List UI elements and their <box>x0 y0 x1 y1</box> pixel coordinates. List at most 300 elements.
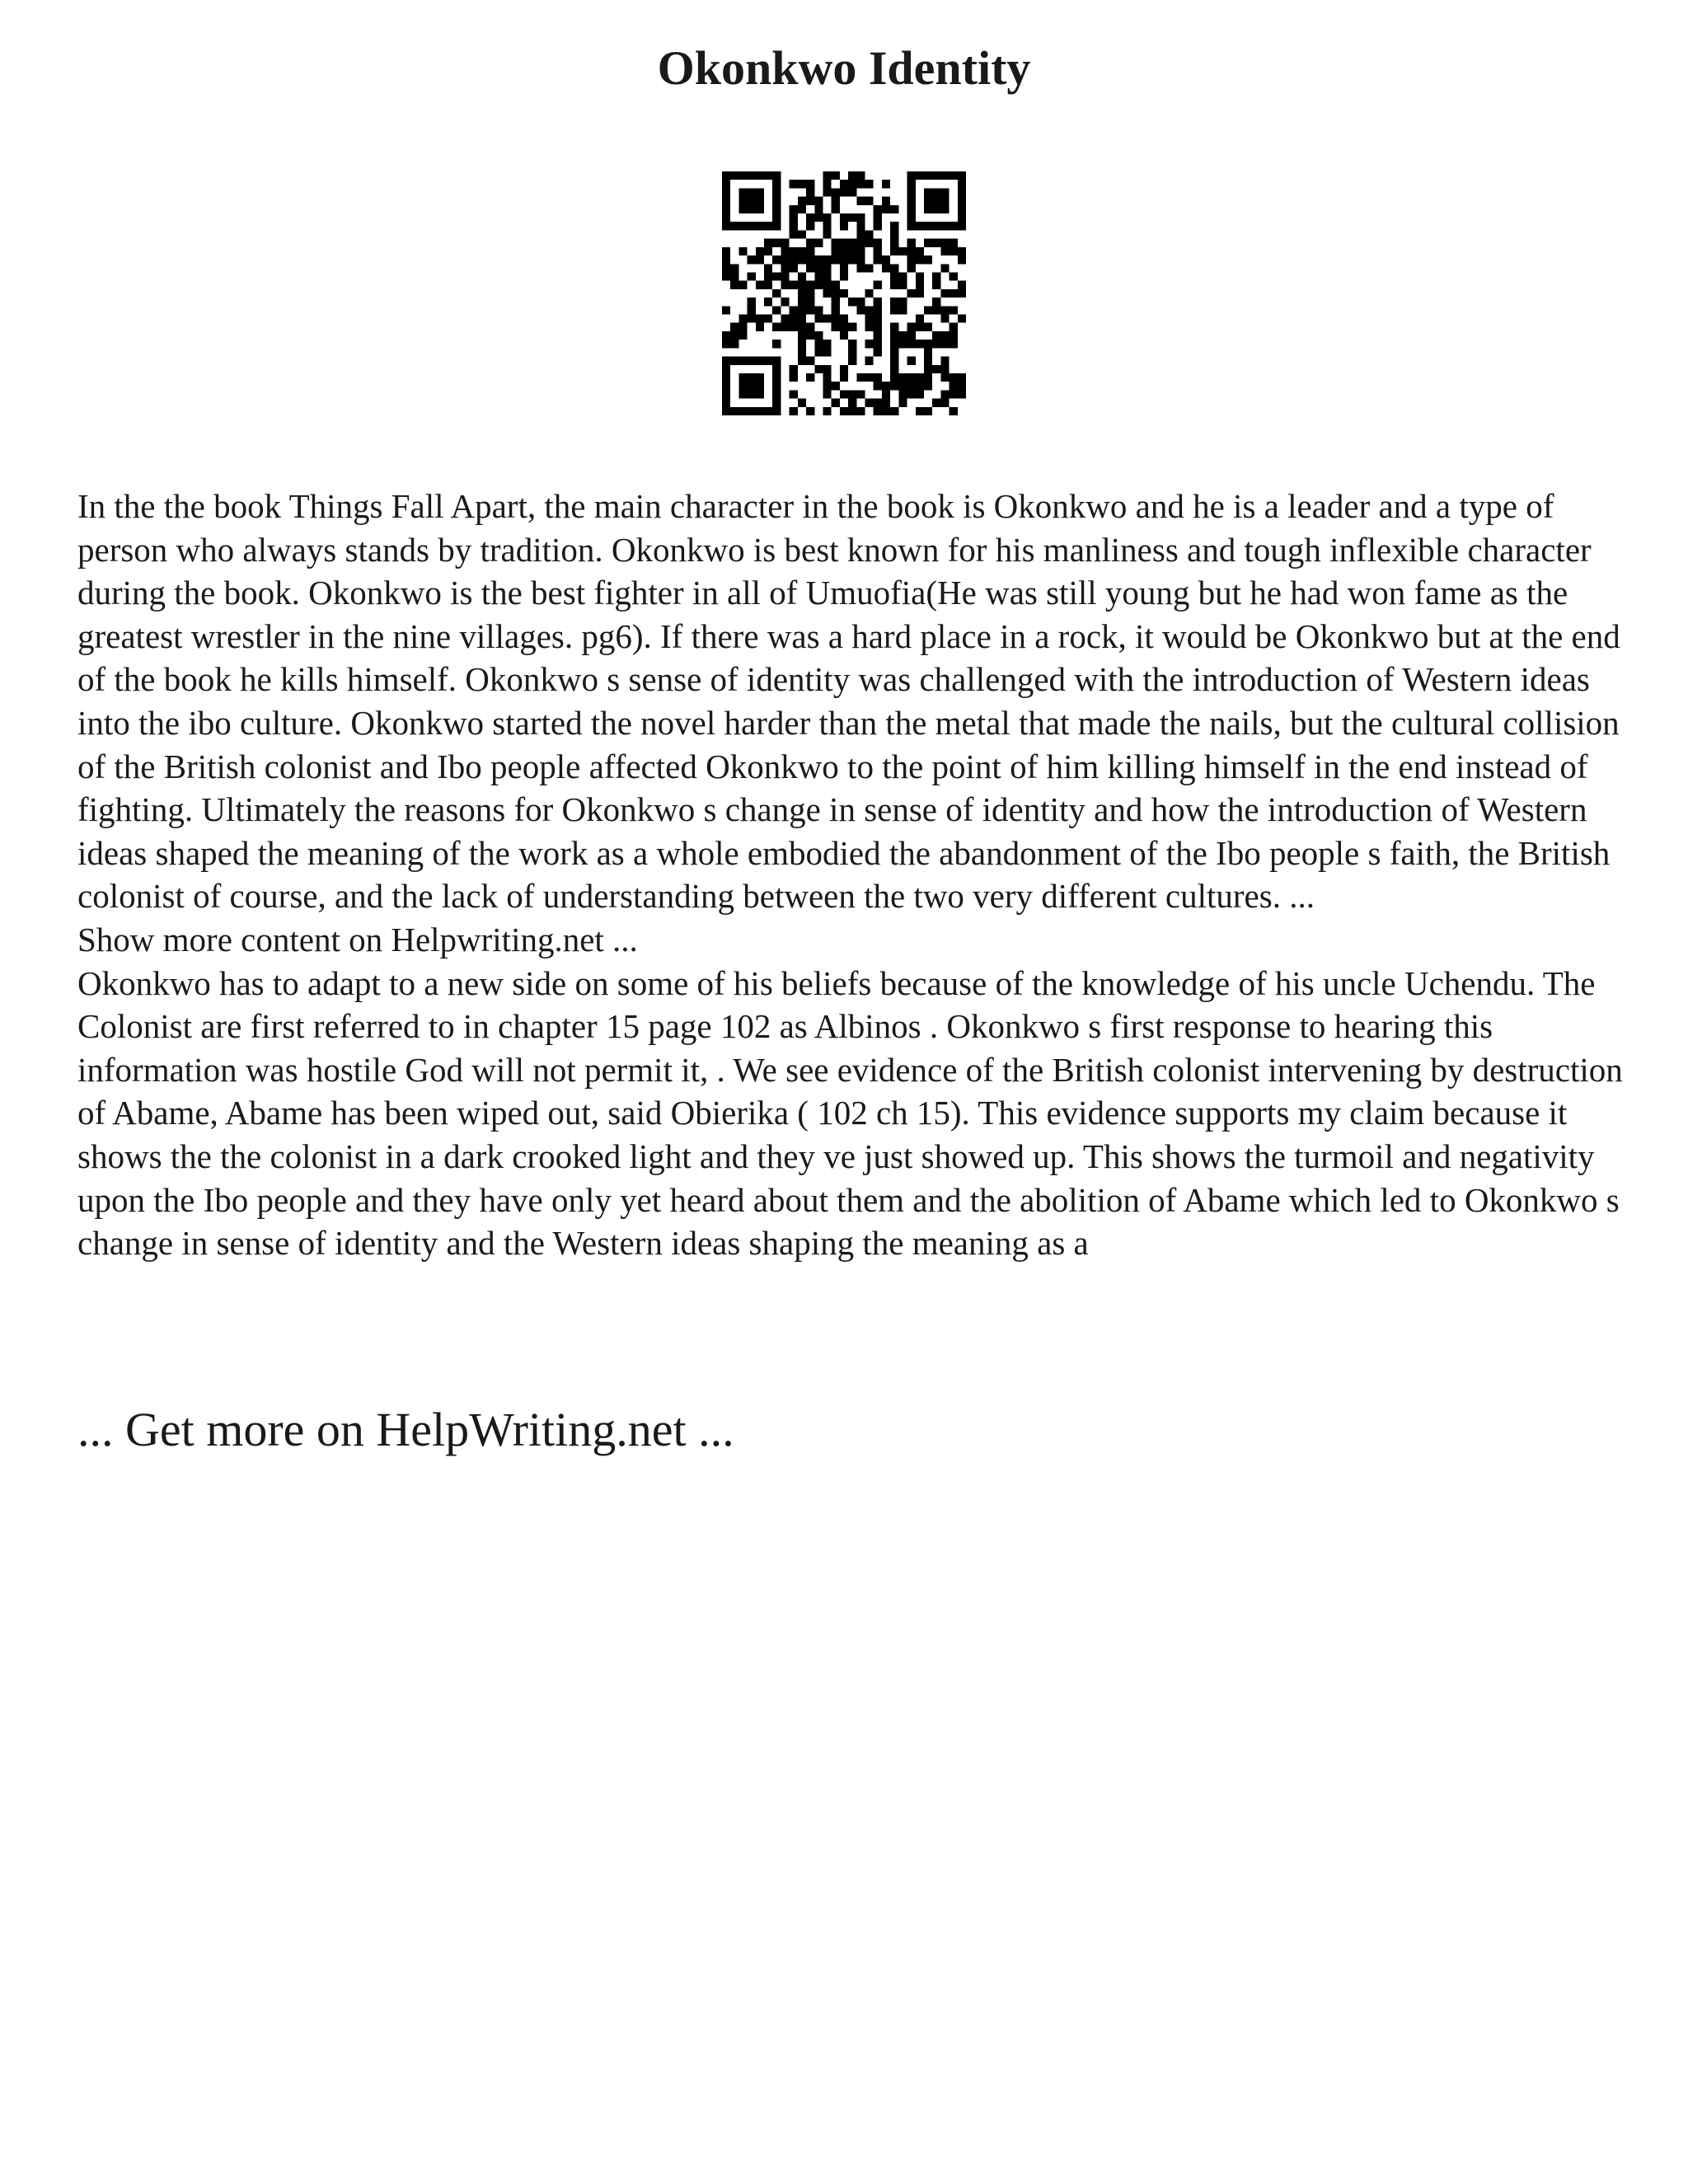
qr-module <box>874 213 882 222</box>
qr-module <box>874 382 882 390</box>
qr-module <box>874 247 882 255</box>
qr-module <box>806 255 814 264</box>
qr-module <box>907 264 916 272</box>
qr-module <box>832 298 840 306</box>
qr-module <box>840 213 848 222</box>
qr-module <box>814 264 823 272</box>
qr-module <box>950 407 958 415</box>
qr-module <box>806 323 814 331</box>
qr-module <box>907 357 916 365</box>
qr-module <box>916 289 924 298</box>
qr-module <box>940 331 949 340</box>
qr-module <box>932 306 940 314</box>
qr-module <box>958 222 966 230</box>
qr-module <box>764 247 772 255</box>
qr-module <box>898 399 907 407</box>
qr-module <box>958 390 966 398</box>
qr-module <box>865 239 874 247</box>
qr-module <box>798 298 806 306</box>
qr-module <box>840 390 848 398</box>
qr-module <box>772 323 781 331</box>
qr-module <box>772 340 781 348</box>
qr-module <box>848 399 856 407</box>
qr-module <box>738 247 747 255</box>
qr-module <box>814 306 823 314</box>
qr-module <box>832 171 840 180</box>
qr-module <box>814 281 823 289</box>
qr-module <box>764 222 772 230</box>
qr-module <box>940 197 949 205</box>
qr-module <box>823 373 831 382</box>
qr-module <box>806 306 814 314</box>
qr-module <box>890 298 898 306</box>
qr-module <box>823 382 831 390</box>
qr-module <box>865 357 874 365</box>
qr-module <box>823 180 831 188</box>
qr-module <box>916 390 924 398</box>
qr-module <box>756 382 764 390</box>
qr-module <box>790 407 798 415</box>
qr-module <box>856 373 865 382</box>
page-title: Okonkwo Identity <box>657 41 1031 95</box>
qr-module <box>840 247 848 255</box>
qr-module <box>806 213 814 222</box>
qr-module <box>832 239 840 247</box>
qr-module <box>958 213 966 222</box>
qr-module <box>790 255 798 264</box>
qr-module <box>940 365 949 373</box>
qr-module <box>823 390 831 398</box>
qr-module <box>840 331 848 340</box>
qr-module <box>756 373 764 382</box>
qr-module <box>940 239 949 247</box>
qr-module <box>882 407 890 415</box>
qr-module <box>722 373 730 382</box>
qr-module <box>748 205 756 213</box>
qr-module <box>856 213 865 222</box>
qr-module <box>865 197 874 205</box>
qr-module <box>932 340 940 348</box>
qr-module <box>781 255 789 264</box>
qr-module <box>748 357 756 365</box>
qr-module <box>950 323 958 331</box>
qr-module <box>882 180 890 188</box>
qr-module <box>958 188 966 196</box>
qr-module <box>840 407 848 415</box>
qr-module <box>840 272 848 280</box>
qr-module <box>722 407 730 415</box>
qr-module <box>781 281 789 289</box>
show-more-link[interactable]: Show more content on Helpwriting.net ... <box>77 920 638 958</box>
qr-module <box>764 171 772 180</box>
qr-module <box>874 298 882 306</box>
qr-module <box>848 180 856 188</box>
qr-module <box>932 298 940 306</box>
qr-module <box>806 264 814 272</box>
qr-module <box>940 289 949 298</box>
qr-module <box>882 264 890 272</box>
qr-module <box>832 255 840 264</box>
get-more-link[interactable]: ... Get more on HelpWriting.net ... <box>77 1403 734 1456</box>
qr-module <box>940 340 949 348</box>
qr-module <box>798 306 806 314</box>
qr-module <box>722 247 730 255</box>
qr-module <box>798 180 806 188</box>
qr-module <box>730 340 738 348</box>
qr-module <box>772 239 781 247</box>
qr-module <box>722 264 730 272</box>
qr-module <box>865 289 874 298</box>
qr-module <box>882 390 890 398</box>
qr-module <box>916 373 924 382</box>
qr-module <box>722 213 730 222</box>
qr-module <box>907 373 916 382</box>
qr-module <box>722 255 730 264</box>
qr-module <box>764 407 772 415</box>
qr-module <box>890 306 898 314</box>
qr-module <box>848 247 856 255</box>
qr-module <box>907 222 916 230</box>
qr-module <box>840 188 848 196</box>
qr-module <box>781 298 789 306</box>
qr-module <box>840 255 848 264</box>
qr-module <box>798 197 806 205</box>
qr-module <box>738 373 747 382</box>
qr-module <box>823 188 831 196</box>
qr-module <box>748 407 756 415</box>
qr-module <box>814 197 823 205</box>
qr-module <box>924 382 932 390</box>
qr-module <box>823 348 831 356</box>
qr-module <box>790 247 798 255</box>
qr-module <box>806 180 814 188</box>
qr-module <box>848 390 856 398</box>
qr-module <box>890 365 898 373</box>
qr-module <box>856 264 865 272</box>
qr-module <box>798 399 806 407</box>
qr-module <box>916 222 924 230</box>
qr-module <box>722 171 730 180</box>
qr-module <box>924 323 932 331</box>
qr-module <box>823 281 831 289</box>
qr-module <box>950 222 958 230</box>
qr-module <box>840 365 848 373</box>
qr-module <box>856 222 865 230</box>
qr-module <box>898 281 907 289</box>
qr-module <box>722 272 730 280</box>
qr-module <box>790 323 798 331</box>
qr-module <box>772 306 781 314</box>
qr-module <box>890 348 898 356</box>
qr-module <box>924 357 932 365</box>
qr-module <box>756 247 764 255</box>
qr-module <box>738 382 747 390</box>
qr-module <box>748 298 756 306</box>
qr-module <box>730 357 738 365</box>
qr-module <box>840 264 848 272</box>
qr-module <box>806 222 814 230</box>
qr-module <box>748 373 756 382</box>
qr-module <box>932 399 940 407</box>
qr-module <box>814 365 823 373</box>
qr-module <box>890 323 898 331</box>
qr-module <box>772 272 781 280</box>
qr-module <box>823 289 831 298</box>
qr-module <box>840 239 848 247</box>
qr-module <box>814 255 823 264</box>
qr-module <box>950 331 958 340</box>
qr-module <box>874 407 882 415</box>
qr-module <box>790 373 798 382</box>
qr-module <box>790 222 798 230</box>
qr-module <box>882 197 890 205</box>
qr-module <box>848 213 856 222</box>
qr-module <box>898 373 907 382</box>
qr-module <box>738 315 747 323</box>
qr-module <box>798 348 806 356</box>
qr-module <box>848 171 856 180</box>
qr-module <box>907 188 916 196</box>
qr-module <box>840 323 848 331</box>
qr-module <box>932 331 940 340</box>
qr-module <box>932 365 940 373</box>
qr-module <box>814 213 823 222</box>
qr-module <box>890 331 898 340</box>
qr-module <box>907 340 916 348</box>
qr-module <box>907 180 916 188</box>
qr-module <box>798 340 806 348</box>
qr-code-icon <box>722 171 966 415</box>
qr-module <box>772 289 781 298</box>
qr-module <box>940 315 949 323</box>
qr-module <box>924 222 932 230</box>
paragraph-intro: In the the book Things Fall Apart, the main character in the book is Okonkwo and he is a leader and a type of person who always stands by tradition. Okonkwo is best known for his manliness and tough inflexible character during the book. Okonkwo is the best fighter in all of Umuofia(He was still young but he had won fame as the greatest wrestler in the nine villages. pg6). If there was a hard place in a rock, it would be Okonkwo but at the end of the book he kills himself. Okonkwo s sense of identity was challenged with the introduction of Western ideas into the ibo culture. Okonkwo started the novel harder than the metal that made the nails, but the cultural collision of the British colonist and Ibo people affected Okonkwo to the point of him killing himself in the end instead of fighting. Ultimately the reasons for Okonkwo s change in sense of identity and how the introduction of Western ideas shaped the meaning of the work as a whole embodied the abandonment of the Ibo people s faith, the British colonist of course, and the lack of understanding between the two very different cultures. ... <box>77 487 1620 916</box>
qr-module <box>907 197 916 205</box>
qr-module <box>916 255 924 264</box>
qr-module <box>856 197 865 205</box>
qr-module <box>823 213 831 222</box>
qr-module <box>865 264 874 272</box>
qr-module <box>738 222 747 230</box>
qr-module <box>882 399 890 407</box>
qr-module <box>730 281 738 289</box>
qr-module <box>722 390 730 398</box>
qr-module <box>924 407 932 415</box>
qr-module <box>840 180 848 188</box>
qr-module <box>932 188 940 196</box>
qr-module <box>748 272 756 280</box>
qr-module <box>764 264 772 272</box>
qr-module <box>940 306 949 314</box>
qr-module <box>722 222 730 230</box>
qr-module <box>890 281 898 289</box>
qr-module <box>848 239 856 247</box>
qr-module <box>730 222 738 230</box>
qr-module <box>848 298 856 306</box>
qr-module <box>907 205 916 213</box>
qr-module <box>865 306 874 314</box>
qr-module <box>890 247 898 255</box>
qr-module <box>798 230 806 238</box>
qr-module <box>832 205 840 213</box>
qr-module <box>823 264 831 272</box>
qr-module <box>856 230 865 238</box>
qr-module <box>916 382 924 390</box>
qr-module <box>798 315 806 323</box>
qr-module <box>924 255 932 264</box>
qr-module <box>856 306 865 314</box>
qr-module <box>840 222 848 230</box>
qr-module <box>748 197 756 205</box>
qr-module <box>898 298 907 306</box>
article-body <box>77 485 1627 1265</box>
qr-module <box>890 222 898 230</box>
qr-module <box>832 197 840 205</box>
qr-module <box>916 407 924 415</box>
qr-module <box>798 205 806 213</box>
qr-module <box>814 239 823 247</box>
qr-module <box>738 357 747 365</box>
qr-module <box>798 323 806 331</box>
qr-module <box>738 331 747 340</box>
qr-module <box>940 205 949 213</box>
qr-module <box>924 205 932 213</box>
qr-module <box>790 281 798 289</box>
qr-module <box>950 239 958 247</box>
qr-module <box>738 188 747 196</box>
qr-module <box>856 247 865 255</box>
qr-module <box>823 315 831 323</box>
qr-module <box>764 281 772 289</box>
qr-module <box>916 315 924 323</box>
qr-module <box>748 188 756 196</box>
qr-module <box>823 340 831 348</box>
qr-module <box>730 171 738 180</box>
qr-module <box>848 323 856 331</box>
qr-module <box>823 365 831 373</box>
qr-module <box>932 222 940 230</box>
qr-module <box>790 390 798 398</box>
qr-module <box>814 340 823 348</box>
qr-module <box>790 230 798 238</box>
qr-module <box>924 348 932 356</box>
qr-module <box>882 255 890 264</box>
qr-module <box>730 407 738 415</box>
qr-module <box>738 171 747 180</box>
qr-module <box>865 373 874 382</box>
qr-module <box>848 407 856 415</box>
qr-module <box>738 205 747 213</box>
qr-module <box>790 180 798 188</box>
qr-module <box>722 205 730 213</box>
qr-module <box>806 197 814 205</box>
qr-module <box>823 272 831 280</box>
qr-module <box>907 255 916 264</box>
qr-module <box>730 264 738 272</box>
qr-module <box>806 407 814 415</box>
qr-module <box>840 289 848 298</box>
qr-module <box>730 272 738 280</box>
qr-module <box>832 306 840 314</box>
qr-module <box>890 264 898 272</box>
qr-module <box>781 315 789 323</box>
qr-module <box>882 205 890 213</box>
qr-module <box>890 340 898 348</box>
qr-module <box>940 373 949 382</box>
qr-module <box>781 247 789 255</box>
qr-module <box>865 340 874 348</box>
qr-module <box>865 399 874 407</box>
qr-module <box>848 188 856 196</box>
qr-module <box>738 323 747 331</box>
qr-module <box>772 373 781 382</box>
qr-module <box>958 289 966 298</box>
qr-module <box>798 331 806 340</box>
qr-module <box>916 272 924 280</box>
qr-module <box>890 407 898 415</box>
qr-module <box>814 272 823 280</box>
qr-module <box>772 365 781 373</box>
qr-module <box>848 348 856 356</box>
qr-module <box>932 272 940 280</box>
qr-module <box>940 264 949 272</box>
qr-module <box>916 323 924 331</box>
qr-module <box>772 382 781 390</box>
qr-module <box>865 180 874 188</box>
qr-module <box>738 390 747 398</box>
qr-module <box>924 373 932 382</box>
qr-module <box>874 399 882 407</box>
qr-module <box>890 205 898 213</box>
qr-module <box>848 340 856 348</box>
qr-module <box>814 331 823 340</box>
qr-module <box>806 357 814 365</box>
qr-module <box>798 289 806 298</box>
qr-module <box>772 213 781 222</box>
qr-module <box>924 197 932 205</box>
qr-module <box>932 281 940 289</box>
qr-module <box>958 315 966 323</box>
qr-module <box>798 247 806 255</box>
qr-module <box>756 281 764 289</box>
qr-module <box>756 390 764 398</box>
qr-module <box>874 205 882 213</box>
qr-module <box>748 390 756 398</box>
qr-module <box>806 247 814 255</box>
qr-module <box>823 171 831 180</box>
qr-module <box>823 255 831 264</box>
qr-module <box>832 188 840 196</box>
qr-module <box>781 323 789 331</box>
qr-module <box>798 272 806 280</box>
qr-module <box>823 222 831 230</box>
qr-module <box>722 382 730 390</box>
qr-module <box>865 230 874 238</box>
qr-module <box>940 399 949 407</box>
qr-module <box>856 239 865 247</box>
qr-module <box>848 357 856 365</box>
qr-module <box>772 399 781 407</box>
qr-module <box>798 255 806 264</box>
qr-module <box>856 298 865 306</box>
qr-module <box>722 306 730 314</box>
qr-module <box>907 323 916 331</box>
qr-module <box>898 247 907 255</box>
qr-module <box>865 315 874 323</box>
qr-module <box>924 239 932 247</box>
qr-module <box>806 281 814 289</box>
qr-module <box>722 180 730 188</box>
